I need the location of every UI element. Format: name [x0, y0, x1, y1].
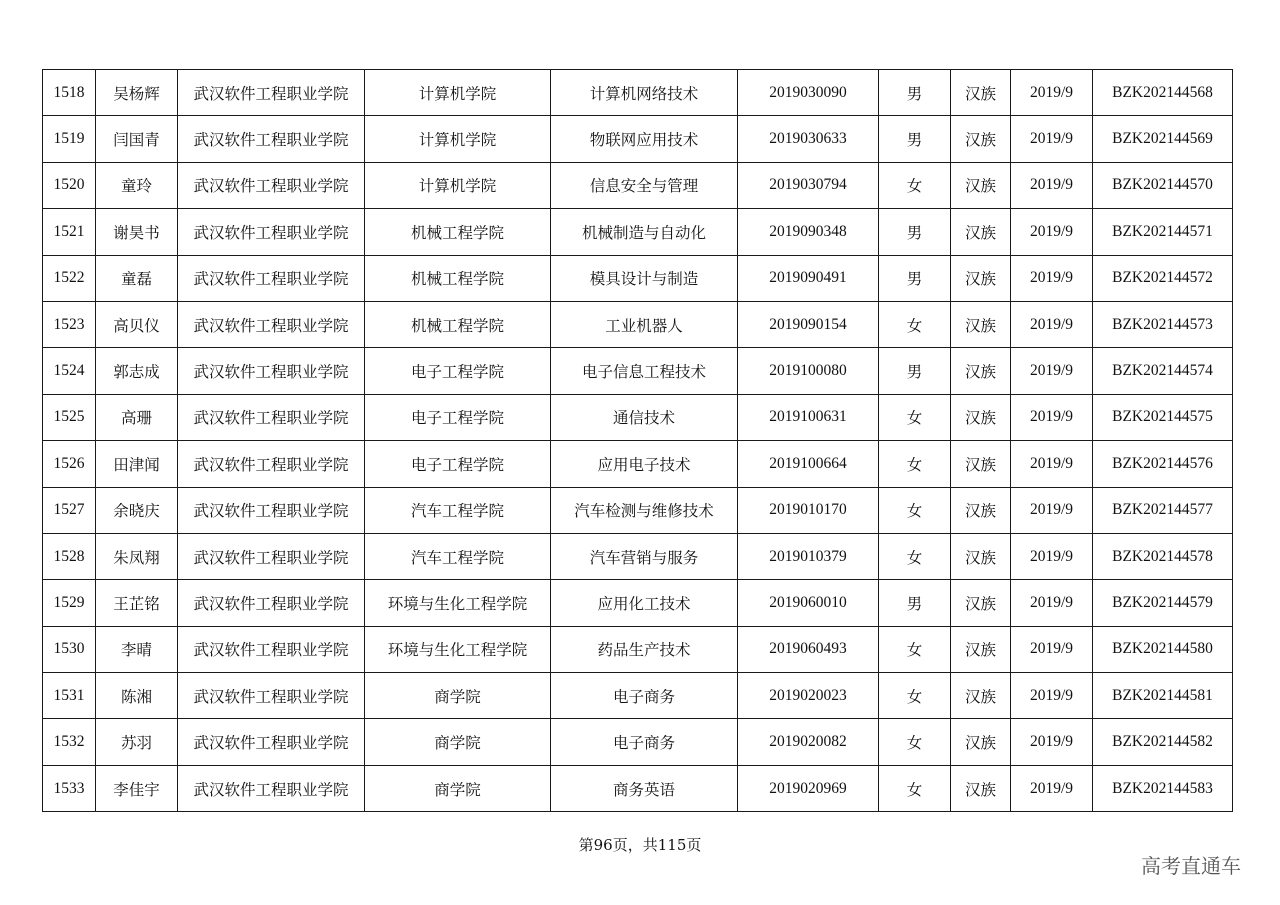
- certificate-cell: BZK202144569: [1093, 116, 1233, 162]
- student-id-cell: 2019020082: [738, 719, 879, 765]
- student-id-cell: 2019020969: [738, 765, 879, 811]
- table-row: [43, 70, 1233, 116]
- enroll-date-cell: 2019/9: [1011, 209, 1093, 255]
- seq-cell: 1526: [43, 441, 96, 487]
- student-id-cell: 2019090491: [738, 255, 879, 301]
- school-cell: 武汉软件工程职业学院: [178, 580, 365, 626]
- table-row: [43, 301, 1233, 347]
- college-cell: 电子工程学院: [365, 348, 551, 394]
- seq-cell: 1521: [43, 209, 96, 255]
- name-cell: 余晓庆: [96, 487, 178, 533]
- major-cell: 计算机网络技术: [551, 70, 738, 116]
- enroll-date-cell: 2019/9: [1011, 673, 1093, 719]
- svg-text:高考直通车: 高考直通车: [1141, 854, 1241, 878]
- gender-cell: 女: [879, 673, 951, 719]
- major-cell: 机械制造与自动化: [551, 209, 738, 255]
- college-cell: 计算机学院: [365, 116, 551, 162]
- gender-cell: 女: [879, 301, 951, 347]
- college-cell: 汽车工程学院: [365, 487, 551, 533]
- certificate-cell: BZK202144575: [1093, 394, 1233, 440]
- school-cell: 武汉软件工程职业学院: [178, 673, 365, 719]
- ethnicity-cell: 汉族: [951, 70, 1011, 116]
- ethnicity-cell: 汉族: [951, 348, 1011, 394]
- table-row: [43, 348, 1233, 394]
- certificate-cell: BZK202144568: [1093, 70, 1233, 116]
- name-cell: 吴杨辉: [96, 70, 178, 116]
- college-cell: 计算机学院: [365, 162, 551, 208]
- college-cell: 电子工程学院: [365, 394, 551, 440]
- table-row: [43, 533, 1233, 579]
- college-cell: 电子工程学院: [365, 441, 551, 487]
- seq-cell: 1529: [43, 580, 96, 626]
- college-cell: 环境与生化工程学院: [365, 626, 551, 672]
- ethnicity-cell: 汉族: [951, 301, 1011, 347]
- school-cell: 武汉软件工程职业学院: [178, 394, 365, 440]
- table-row: [43, 719, 1233, 765]
- watermark-logo: [1138, 849, 1258, 881]
- seq-cell: 1528: [43, 533, 96, 579]
- name-cell: 谢昊书: [96, 209, 178, 255]
- name-cell: 李晴: [96, 626, 178, 672]
- certificate-cell: BZK202144577: [1093, 487, 1233, 533]
- student-id-cell: 2019030633: [738, 116, 879, 162]
- student-id-cell: 2019090348: [738, 209, 879, 255]
- student-id-cell: 2019090154: [738, 301, 879, 347]
- college-cell: 商学院: [365, 765, 551, 811]
- enroll-date-cell: 2019/9: [1011, 301, 1093, 347]
- ethnicity-cell: 汉族: [951, 209, 1011, 255]
- seq-cell: 1527: [43, 487, 96, 533]
- ethnicity-cell: 汉族: [951, 673, 1011, 719]
- major-cell: 应用化工技术: [551, 580, 738, 626]
- table-row: [43, 209, 1233, 255]
- table-row: [43, 487, 1233, 533]
- gender-cell: 女: [879, 533, 951, 579]
- college-cell: 机械工程学院: [365, 209, 551, 255]
- student-id-cell: 2019010379: [738, 533, 879, 579]
- seq-cell: 1519: [43, 116, 96, 162]
- enroll-date-cell: 2019/9: [1011, 765, 1093, 811]
- certificate-cell: BZK202144581: [1093, 673, 1233, 719]
- name-cell: 童磊: [96, 255, 178, 301]
- table-row: [43, 255, 1233, 301]
- name-cell: 高珊: [96, 394, 178, 440]
- name-cell: 李佳宇: [96, 765, 178, 811]
- school-cell: 武汉软件工程职业学院: [178, 301, 365, 347]
- major-cell: 药品生产技术: [551, 626, 738, 672]
- name-cell: 苏羽: [96, 719, 178, 765]
- major-cell: 模具设计与制造: [551, 255, 738, 301]
- certificate-cell: BZK202144572: [1093, 255, 1233, 301]
- name-cell: 郭志成: [96, 348, 178, 394]
- enroll-date-cell: 2019/9: [1011, 441, 1093, 487]
- ethnicity-cell: 汉族: [951, 580, 1011, 626]
- enroll-date-cell: 2019/9: [1011, 394, 1093, 440]
- college-cell: 计算机学院: [365, 70, 551, 116]
- major-cell: 电子商务: [551, 673, 738, 719]
- college-cell: 商学院: [365, 719, 551, 765]
- major-cell: 汽车营销与服务: [551, 533, 738, 579]
- ethnicity-cell: 汉族: [951, 487, 1011, 533]
- major-cell: 应用电子技术: [551, 441, 738, 487]
- ethnicity-cell: 汉族: [951, 765, 1011, 811]
- gender-cell: 女: [879, 626, 951, 672]
- certificate-cell: BZK202144580: [1093, 626, 1233, 672]
- school-cell: 武汉软件工程职业学院: [178, 348, 365, 394]
- school-cell: 武汉软件工程职业学院: [178, 116, 365, 162]
- seq-cell: 1531: [43, 673, 96, 719]
- major-cell: 物联网应用技术: [551, 116, 738, 162]
- table-row: [43, 626, 1233, 672]
- student-id-cell: 2019060010: [738, 580, 879, 626]
- gender-cell: 女: [879, 441, 951, 487]
- gender-cell: 女: [879, 162, 951, 208]
- major-cell: 信息安全与管理: [551, 162, 738, 208]
- school-cell: 武汉软件工程职业学院: [178, 209, 365, 255]
- table-row: [43, 673, 1233, 719]
- major-cell: 工业机器人: [551, 301, 738, 347]
- ethnicity-cell: 汉族: [951, 719, 1011, 765]
- student-id-cell: 2019030090: [738, 70, 879, 116]
- seq-cell: 1518: [43, 70, 96, 116]
- enroll-date-cell: 2019/9: [1011, 348, 1093, 394]
- table-row: [43, 162, 1233, 208]
- enroll-date-cell: 2019/9: [1011, 719, 1093, 765]
- student-id-cell: 2019100080: [738, 348, 879, 394]
- name-cell: 陈湘: [96, 673, 178, 719]
- gender-cell: 男: [879, 209, 951, 255]
- student-id-cell: 2019100631: [738, 394, 879, 440]
- certificate-cell: BZK202144579: [1093, 580, 1233, 626]
- seq-cell: 1522: [43, 255, 96, 301]
- table-row: [43, 441, 1233, 487]
- college-cell: 商学院: [365, 673, 551, 719]
- student-id-cell: 2019060493: [738, 626, 879, 672]
- ethnicity-cell: 汉族: [951, 116, 1011, 162]
- table-body: [43, 70, 1233, 812]
- gender-cell: 女: [879, 719, 951, 765]
- major-cell: 电子商务: [551, 719, 738, 765]
- school-cell: 武汉软件工程职业学院: [178, 533, 365, 579]
- seq-cell: 1523: [43, 301, 96, 347]
- school-cell: 武汉软件工程职业学院: [178, 70, 365, 116]
- seq-cell: 1532: [43, 719, 96, 765]
- ethnicity-cell: 汉族: [951, 533, 1011, 579]
- school-cell: 武汉软件工程职业学院: [178, 765, 365, 811]
- name-cell: 王芷铭: [96, 580, 178, 626]
- seq-cell: 1525: [43, 394, 96, 440]
- table-row: [43, 765, 1233, 811]
- school-cell: 武汉软件工程职业学院: [178, 162, 365, 208]
- ethnicity-cell: 汉族: [951, 394, 1011, 440]
- enroll-date-cell: 2019/9: [1011, 116, 1093, 162]
- certificate-cell: BZK202144571: [1093, 209, 1233, 255]
- student-id-cell: 2019030794: [738, 162, 879, 208]
- gender-cell: 女: [879, 487, 951, 533]
- ethnicity-cell: 汉族: [951, 162, 1011, 208]
- enroll-date-cell: 2019/9: [1011, 533, 1093, 579]
- school-cell: 武汉软件工程职业学院: [178, 487, 365, 533]
- table-row: [43, 116, 1233, 162]
- table-row: [43, 580, 1233, 626]
- gender-cell: 男: [879, 116, 951, 162]
- school-cell: 武汉软件工程职业学院: [178, 719, 365, 765]
- gender-cell: 女: [879, 765, 951, 811]
- name-cell: 高贝仪: [96, 301, 178, 347]
- college-cell: 汽车工程学院: [365, 533, 551, 579]
- name-cell: 田津闻: [96, 441, 178, 487]
- gender-cell: 男: [879, 580, 951, 626]
- certificate-cell: BZK202144578: [1093, 533, 1233, 579]
- student-id-cell: 2019020023: [738, 673, 879, 719]
- certificate-cell: BZK202144574: [1093, 348, 1233, 394]
- enroll-date-cell: 2019/9: [1011, 255, 1093, 301]
- college-cell: 机械工程学院: [365, 301, 551, 347]
- enroll-date-cell: 2019/9: [1011, 70, 1093, 116]
- ethnicity-cell: 汉族: [951, 255, 1011, 301]
- gender-cell: 女: [879, 394, 951, 440]
- seq-cell: 1524: [43, 348, 96, 394]
- seq-cell: 1530: [43, 626, 96, 672]
- ethnicity-cell: 汉族: [951, 441, 1011, 487]
- certificate-cell: BZK202144583: [1093, 765, 1233, 811]
- seq-cell: 1520: [43, 162, 96, 208]
- school-cell: 武汉软件工程职业学院: [178, 441, 365, 487]
- enroll-date-cell: 2019/9: [1011, 162, 1093, 208]
- student-table: [42, 69, 1233, 812]
- gender-cell: 男: [879, 348, 951, 394]
- major-cell: 电子信息工程技术: [551, 348, 738, 394]
- college-cell: 环境与生化工程学院: [365, 580, 551, 626]
- major-cell: 汽车检测与维修技术: [551, 487, 738, 533]
- certificate-cell: BZK202144576: [1093, 441, 1233, 487]
- certificate-cell: BZK202144570: [1093, 162, 1233, 208]
- name-cell: 朱凤翔: [96, 533, 178, 579]
- school-cell: 武汉软件工程职业学院: [178, 255, 365, 301]
- name-cell: 童玲: [96, 162, 178, 208]
- ethnicity-cell: 汉族: [951, 626, 1011, 672]
- gender-cell: 男: [879, 255, 951, 301]
- enroll-date-cell: 2019/9: [1011, 487, 1093, 533]
- page-footer: 第96页，共115页: [578, 836, 702, 854]
- school-cell: 武汉软件工程职业学院: [178, 626, 365, 672]
- certificate-cell: BZK202144573: [1093, 301, 1233, 347]
- seq-cell: 1533: [43, 765, 96, 811]
- name-cell: 闫国青: [96, 116, 178, 162]
- student-id-cell: 2019010170: [738, 487, 879, 533]
- certificate-cell: BZK202144582: [1093, 719, 1233, 765]
- student-id-cell: 2019100664: [738, 441, 879, 487]
- major-cell: 商务英语: [551, 765, 738, 811]
- enroll-date-cell: 2019/9: [1011, 626, 1093, 672]
- enroll-date-cell: 2019/9: [1011, 580, 1093, 626]
- table-row: [43, 394, 1233, 440]
- gender-cell: 男: [879, 70, 951, 116]
- major-cell: 通信技术: [551, 394, 738, 440]
- college-cell: 机械工程学院: [365, 255, 551, 301]
